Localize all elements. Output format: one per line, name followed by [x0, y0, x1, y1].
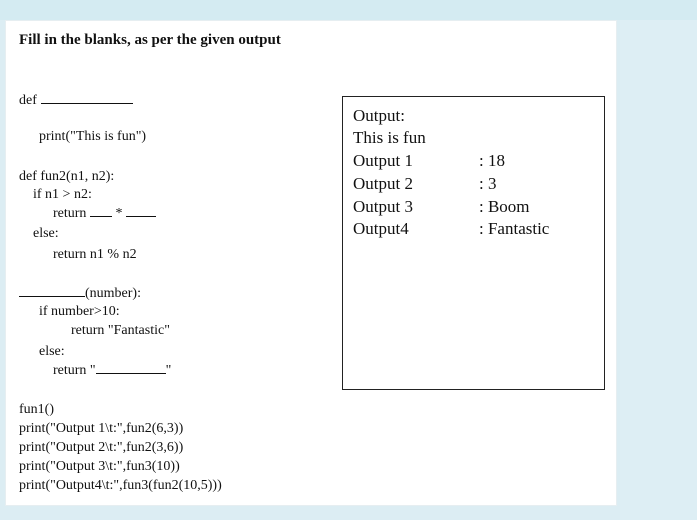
- right-panel: [620, 20, 697, 520]
- output-row-value: : Boom: [479, 197, 530, 216]
- code-line-else2: else:: [39, 344, 65, 359]
- code-listing: [19, 20, 329, 506]
- output-row-value: : 18: [479, 151, 505, 170]
- code-line-print4: print("Output4\t:",fun3(fun2(10,5))): [19, 478, 222, 493]
- output-heading: Output:: [353, 106, 405, 125]
- blank-operand-2: [126, 215, 156, 217]
- operator-multiply: *: [115, 206, 123, 221]
- question-title: Fill in the blanks, as per the given output: [19, 32, 281, 48]
- output-row-value: : 3: [479, 174, 497, 193]
- code-line-print1: print("Output 1\t:",fun2(6,3)): [19, 421, 184, 436]
- code-line-print-fun: print("This is fun"): [39, 129, 147, 144]
- code-line-print3: print("Output 3\t:",fun3(10)): [19, 459, 180, 474]
- keyword-def: def: [19, 93, 37, 108]
- code-line-return1: [53, 205, 156, 223]
- worksheet: [5, 20, 617, 506]
- code-line-return2: [53, 362, 171, 380]
- code-line-call1: fun1(): [19, 402, 54, 417]
- output-row-label: Output 1: [353, 151, 413, 170]
- code-line-def2: def fun2(n1, n2):: [19, 169, 115, 184]
- top-band: [0, 0, 697, 20]
- output-row-value: : Fantastic: [479, 219, 550, 238]
- code-line-def3: [19, 285, 141, 303]
- blank-return-string: [96, 372, 166, 374]
- def3-params: (number):: [85, 286, 141, 301]
- output-first-line: This is fun: [353, 128, 426, 147]
- blank-function-name: [41, 102, 133, 104]
- blank-def3-header: [19, 295, 85, 297]
- code-line-if1: if n1 > n2:: [33, 187, 92, 202]
- code-line-print2: print("Output 2\t:",fun2(3,6)): [19, 440, 184, 455]
- blank-operand-1: [90, 215, 112, 217]
- output-row-label: Output 3: [353, 197, 413, 216]
- code-line-return-mod: return n1 % n2: [53, 247, 137, 262]
- code-line-if2: if number>10:: [39, 304, 120, 319]
- keyword-return: return: [53, 206, 87, 221]
- keyword-return-quote: return ": [53, 363, 96, 378]
- output-row-label: Output4: [353, 219, 409, 238]
- closing-quote: ": [165, 363, 172, 378]
- output-row-label: Output 2: [353, 174, 413, 193]
- output-box: [342, 96, 605, 390]
- code-line-def1: [19, 92, 133, 110]
- code-line-else1: else:: [33, 226, 59, 241]
- code-line-return-fantastic: return "Fantastic": [71, 323, 170, 338]
